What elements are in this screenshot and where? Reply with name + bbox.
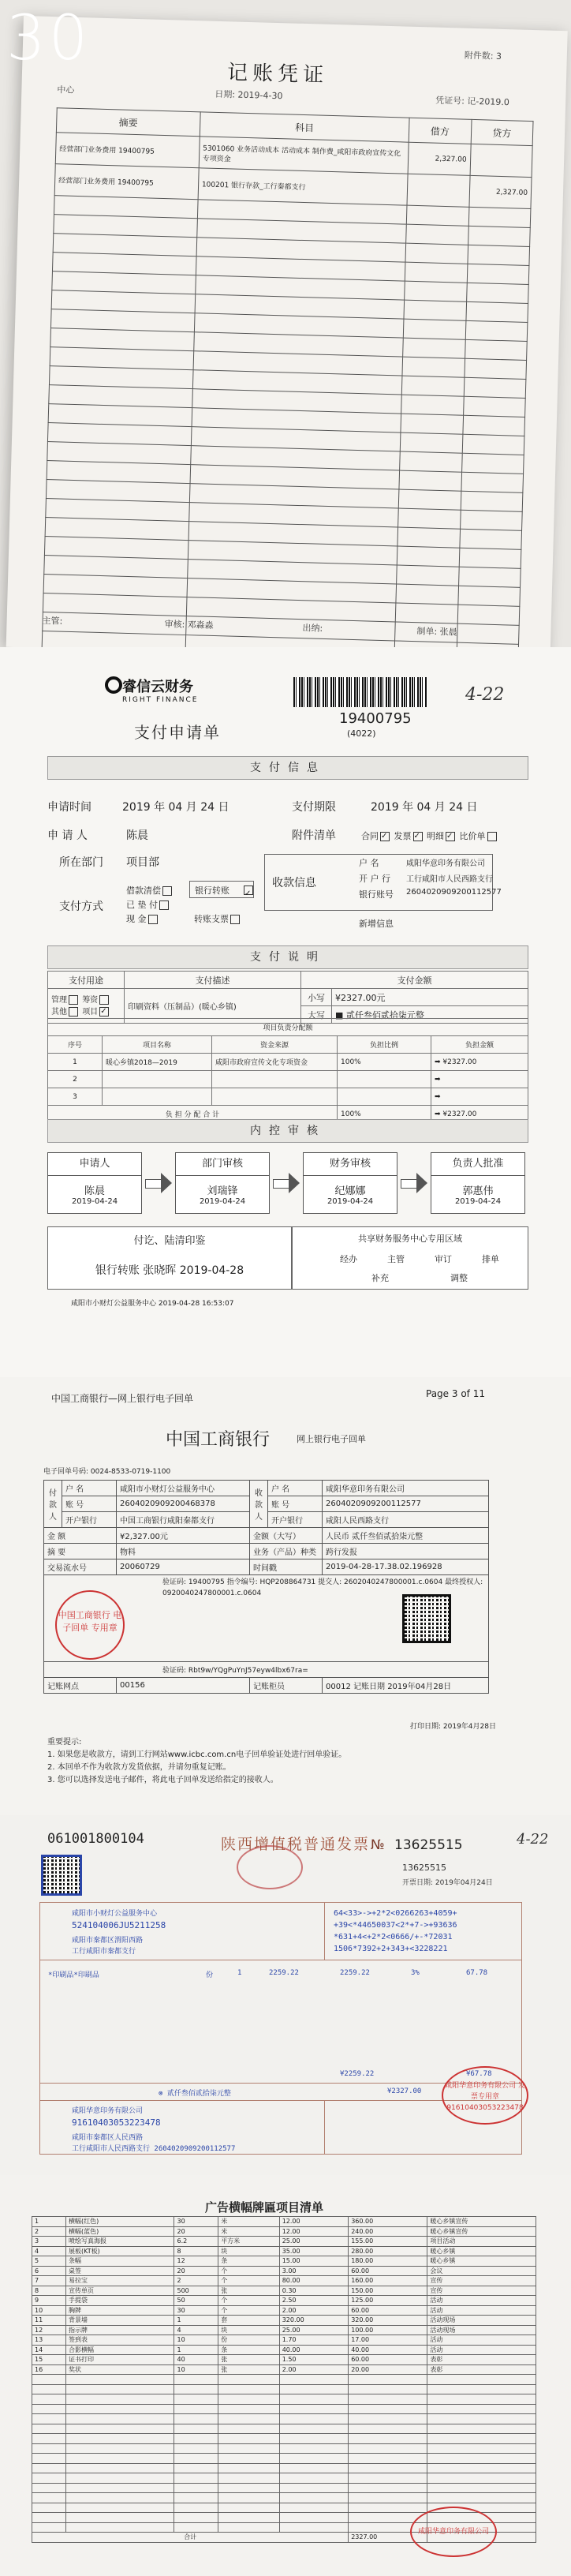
invoice-number: 13625515	[394, 1837, 463, 1853]
payer-bank: 中国工商银行咸阳秦都支行	[117, 1512, 250, 1528]
desc-label: 支付描述	[125, 972, 301, 989]
bank-notes: 重要提示: 1. 如果您是收款方，请到工行网站www.icbc.com.cn电子回单验证处进行回单验证。 2. 本回单不作为收款方发货依据，并请勿重复记账。 3. 您可以选择发送电子邮件，将此电子回单发送给指定的接收人。	[47, 1738, 347, 1784]
alloc-row: 2 ➡	[48, 1071, 528, 1088]
attach-items: 合同✓ 发票✓ 明细✓ 比价单	[361, 829, 498, 842]
row2-debit	[407, 174, 470, 207]
invoice-stamp: 咸阳华意印务有限公司 发票专用章 91610403053223478	[442, 2066, 528, 2125]
checkbox-cash[interactable]	[148, 915, 158, 924]
shared-item: 审订	[435, 1254, 452, 1264]
arrow-right-icon	[401, 1173, 427, 1193]
voucher-number: 凭证号: 记-2019.0	[435, 95, 510, 108]
voucher-page	[0, 0, 571, 647]
cipher-area: 64<33>->+2*2<0266263+4059+ +39<*44650037<2*+7->+93636 *631+4<+2*2<0666/+-*72031 1506*7392+2+343+<3228221	[334, 1909, 457, 1953]
shared-item: 经办	[340, 1254, 357, 1264]
method-label: 支付方式	[59, 900, 103, 913]
bank-receipt-page	[0, 1377, 571, 1815]
payment-paper	[0, 647, 571, 1377]
bank-header-left: 中国工商银行—网上银行电子回单	[51, 1393, 194, 1404]
payer-name: 咸阳市小财灯公益服务中心	[117, 1481, 250, 1496]
invoice-title: 陕西增值税普通发票	[221, 1836, 371, 1853]
checkbox-finance[interactable]	[99, 995, 109, 1005]
bank-table: 付款人 户 名 咸阳市小财灯公益服务中心 收款人 户 名 咸阳华意印务有限公司 账 号 2604020909200468378 账 号 2604020909200112577 开户银行 中国工商银行咸阳秦都支行 开户银行 咸阳人民西路支行 金 额 ¥2,327.00元 金额（大写） 人民币 贰仟叁佰贰拾柒元整 摘 要 物料 业务（产品）种类 跨行发报 交易流水号 20060729 时间戳 2019-04-28-17.38.02.196928 验证码: 19400795 指令编号: HQP208864731 提交人: 2602040247800001.c.0604 最终授权人: 0920040247800001.c.0604 验证码: Rbt9w/YQgPuYnJ57eyw4lbx67ra= 记账网点 00156 记账柜员 00012 记账日期 2019年04月28日	[43, 1480, 489, 1694]
seller-tax-id: 91610403053223478	[72, 2117, 161, 2128]
small-amount: ¥2327.00元	[332, 989, 528, 1006]
voucher-supervisor: 主管:	[42, 615, 63, 627]
row2-account: 100201 银行存款_工行秦都支行	[198, 168, 408, 205]
method-options-left: 借款清偿 已 垫 付 现 金	[126, 884, 174, 927]
bank-title: 中国工商银行	[166, 1430, 271, 1450]
list-empty-row	[32, 2375, 536, 2385]
invoice-qr-icon	[41, 1855, 82, 1896]
checkbox-cheque[interactable]	[230, 915, 240, 924]
alloc-amt-1: ➡ ¥2327.00	[431, 1054, 528, 1071]
checkbox-advance[interactable]	[159, 900, 169, 910]
buyer-bank: 工行咸阳市秦都支行	[72, 1948, 136, 1956]
paid-box	[47, 1226, 292, 1290]
arrow-icon: ➡	[431, 1071, 528, 1088]
list-empty-row	[32, 2424, 536, 2434]
row1-debit: 2,327.00	[408, 142, 471, 175]
logo-cn: 睿信云财务	[122, 679, 193, 695]
cheque-option: 转账支票	[194, 912, 241, 925]
alloc-col-src: 资金来源	[212, 1036, 338, 1054]
col-debit: 借方	[409, 118, 471, 144]
barcode-sub: (4022)	[347, 728, 376, 739]
bank-header-right: Page 3 of 11	[426, 1388, 485, 1399]
list-empty-row	[32, 2463, 536, 2473]
handwritten-note: 4-22	[465, 685, 505, 705]
item-name: *印刷品*印刷品	[48, 1971, 99, 1979]
desc-value: 印刷资料（压制品）(暖心乡镇)	[125, 989, 301, 1024]
checkbox-other[interactable]	[69, 1007, 78, 1017]
checkbox-loan[interactable]	[162, 886, 172, 896]
pay-date: 2019 年 04 月 24 日	[371, 801, 478, 814]
overlay-number: 30	[6, 3, 91, 74]
payee-label-bank: 收款人	[250, 1481, 268, 1528]
checkbox-invoice[interactable]	[413, 832, 423, 841]
list-empty-row	[32, 2483, 536, 2493]
bank-print-time: 打印日期: 2019年4月28日	[410, 1723, 496, 1731]
payee-name-bank: 咸阳华意印务有限公司	[323, 1481, 489, 1496]
list-empty-row	[32, 2404, 536, 2414]
buyer-name: 咸阳市小财灯公益服务中心	[72, 1910, 158, 1918]
checkbox-compare[interactable]	[487, 832, 497, 841]
print-info: 咸阳市小财灯公益服务中心 2019-04-28 16:53:07	[71, 1300, 234, 1308]
bank-amount-big: 人民币 贰仟叁佰贰拾柒元整	[323, 1528, 489, 1544]
shared-item: 补充	[371, 1273, 389, 1283]
voucher-maker: 制单: 张晨	[416, 626, 457, 638]
alloc-col-name: 项目名称	[103, 1036, 212, 1054]
apply-time: 2019 年 04 月 24 日	[122, 801, 230, 814]
list-row: 14 合影横幅 1 条 40.00 40.00 活动	[32, 2345, 536, 2355]
row2-credit: 2,327.00	[468, 175, 532, 208]
bank-extra: 验证码: 19400795 指令编号: HQP208864731 提交人: 2602040247800001.c.0604 最终授权人: 0920040247800001.c.0604	[44, 1575, 489, 1662]
payee-name-label: 户 名	[359, 858, 379, 868]
alloc-col-amt: 负担金额	[431, 1036, 528, 1054]
invoice-paper	[0, 1815, 571, 2175]
checkbox-contract[interactable]	[380, 832, 390, 841]
list-empty-row	[32, 2473, 536, 2484]
list-title: 广告横幅牌匾项目清单	[205, 2200, 324, 2215]
row1-summary: 经营部门业务费用 19400795	[55, 133, 200, 168]
shared-item: 排单	[482, 1254, 499, 1264]
bank-stamp: 中国工商银行 电子回单 专用章	[55, 1590, 125, 1660]
checkbox-manage[interactable]	[69, 995, 78, 1005]
voucher-cashier: 出纳:	[302, 623, 323, 634]
item-tax: 67.78	[466, 1969, 488, 1977]
usage-options: 管理 筹资 其他 项目✓	[48, 989, 125, 1024]
payer-account: 2604020909200468378	[117, 1496, 250, 1512]
row2-summary: 经营部门业务费用 19400795	[54, 164, 199, 200]
bank-time: 2019-04-28-17.38.02.196928	[323, 1559, 489, 1575]
list-empty-row	[32, 2384, 536, 2394]
seller-bank: 工行咸阳市人民西路支行 2604020909200112577	[72, 2145, 236, 2153]
payee-bank-label: 开 户 行	[359, 874, 390, 884]
list-row: 9 手提袋 50 个 2.50 125.00 活动	[32, 2296, 536, 2306]
list-row: 16 奖状 10 张 2.00 20.00 表彰	[32, 2364, 536, 2375]
checkbox-project[interactable]	[99, 1007, 109, 1017]
checkbox-bank-transfer[interactable]	[244, 886, 253, 895]
usage-label: 支付用途	[48, 972, 125, 989]
flow-step-4: 负责人批准 郭惠伟 2019-04-24	[431, 1152, 525, 1214]
pay-date-label: 支付期限	[292, 801, 336, 814]
payee-name: 咸阳华意印务有限公司	[406, 859, 485, 868]
list-row: 5 条幅 12 条 15.00 180.00 暖心乡镇	[32, 2256, 536, 2267]
section-pay-desc: 支付说明	[47, 945, 528, 969]
row1-account: 5301060 业务活动成本 活动成本 制作费_咸阳市政府宣传文化专项资金	[199, 137, 409, 174]
item-amount: 2259.22	[340, 1969, 370, 1977]
invoice-code: 061001800104	[47, 1831, 144, 1847]
list-row: 4 展板(KT板) 8 块 35.00 280.00 暖心乡镇	[32, 2246, 536, 2256]
logo	[122, 676, 198, 704]
list-empty-row	[32, 2414, 536, 2424]
list-empty-row	[32, 2394, 536, 2405]
list-paper	[0, 2175, 571, 2576]
bank-summary: 物料	[117, 1544, 250, 1559]
bank-verify: 验证码: Rbt9w/YQgPuYnJ57eyw4lbx67ra=	[44, 1662, 489, 1678]
voucher-date: 日期: 2019-4-30	[215, 88, 283, 102]
col-account: 科目	[200, 112, 409, 142]
list-row: 6 桌签 20 个 3.00 60.00 会议	[32, 2266, 536, 2276]
list-row: 3 喷绘写真海报 6.2 平方米 25.00 155.00 项目活动	[32, 2237, 536, 2247]
total-amount: ¥2259.22	[340, 2070, 375, 2078]
payer-label: 付款人	[44, 1481, 62, 1528]
arrow-right-icon	[273, 1173, 300, 1193]
payee-bank: 工行咸阳市人民西路支行	[406, 875, 493, 884]
alloc-title: 项目负责分配额	[48, 1019, 528, 1036]
section-review: 内控审核	[47, 1119, 528, 1143]
list-row: 11 背景墙 1 套 320.00 320.00 活动现场	[32, 2316, 536, 2326]
seller-address: 咸阳市秦都区人民西路	[72, 2134, 144, 2142]
list-empty-row	[32, 2443, 536, 2454]
seller-name: 咸阳华意印务有限公司	[72, 2107, 144, 2115]
payee-account-bank: 2604020909200112577	[323, 1496, 489, 1512]
list-row: 7 易拉宝 2 个 80.00 160.00 宣传	[32, 2276, 536, 2286]
applicant-name: 陈晨	[126, 829, 148, 842]
item-price: 2259.22	[269, 1969, 299, 1977]
list-total-label: 合计	[32, 2533, 349, 2543]
dept-label: 所在部门	[59, 856, 103, 869]
attach-label: 附件清单	[292, 829, 336, 842]
bank-teller-date: 00012 记账日期 2019年04月28日	[323, 1678, 489, 1694]
shared-label: 共享财务服务中心专用区域	[358, 1234, 462, 1244]
total-tax: ¥67.78	[466, 2070, 492, 2078]
list-row: 10 胸牌 30 个 2.00 60.00 活动	[32, 2305, 536, 2316]
bank-transfer-option[interactable]: 银行转账 ✓	[189, 881, 254, 898]
handwritten-note-2: 4-22	[517, 1831, 549, 1848]
small-label: 小写	[301, 989, 332, 1006]
list-row: 8 宣传单页 500 张 0.30 150.00 宣传	[32, 2286, 536, 2296]
applicant-label: 申 请 人	[47, 829, 88, 842]
amount-label: 支付金额	[301, 972, 528, 989]
arrow-icon: ➡	[431, 1088, 528, 1106]
bank-subtitle: 网上银行电子回单	[297, 1434, 366, 1444]
voucher-title: 记账凭证	[226, 61, 329, 88]
paid-note: 银行转账 张晓晖 2019-04-28	[95, 1264, 244, 1277]
voucher-attach: 附件数: 3	[464, 50, 502, 62]
list-table	[32, 2216, 536, 2543]
shared-item: 调整	[450, 1273, 468, 1283]
list-empty-row	[32, 2493, 536, 2503]
invoice-no-prefix: №	[371, 1837, 385, 1853]
bank-type: 跨行发报	[323, 1544, 489, 1559]
qr-code-icon	[402, 1594, 451, 1643]
logo-en: RIGHT FINANCE	[122, 696, 199, 704]
item-qty: 1	[237, 1969, 242, 1977]
list-row: 1 横幅(红色) 30 米 12.00 360.00 暖心乡镇宣传	[32, 2217, 536, 2227]
checkbox-detail[interactable]	[446, 832, 455, 841]
payee-acct-label: 银行账号	[359, 889, 394, 900]
list-row: 15 证书打印 40 张 1.50 60.00 表彰	[32, 2355, 536, 2365]
bank-amount: ¥2,327.00元	[117, 1528, 250, 1544]
row1-credit	[470, 144, 533, 177]
payment-title: 支付申请单	[134, 723, 221, 742]
alloc-col-ratio: 负担比例	[338, 1036, 431, 1054]
barcode-icon	[293, 677, 427, 707]
flow-step-1: 申请人 陈晨 2019-04-24	[47, 1152, 142, 1214]
invoice-number-2: 13625515	[402, 1863, 446, 1873]
apply-time-label: 申请时间	[47, 801, 91, 814]
list-total: 2327.00	[349, 2533, 427, 2543]
buyer-tax-id: 524104006JU5211258	[72, 1920, 166, 1930]
list-empty-row	[32, 2434, 536, 2444]
invoice-frame	[39, 1902, 522, 2155]
big-amount: ■ 贰仟叁佰贰拾柒元整	[332, 1006, 528, 1024]
section-pay-info: 支付信息	[47, 756, 528, 780]
payee-bank-bank: 咸阳人民西路支行	[323, 1512, 489, 1528]
bank-seq: 20060729	[117, 1559, 250, 1575]
logo-icon	[105, 676, 122, 694]
buyer-address: 咸阳市秦都区渭阳西路	[72, 1937, 144, 1945]
payee-label: 收款信息	[272, 877, 316, 889]
payee-acct: 2604020909200112577	[406, 888, 502, 897]
shared-box	[292, 1226, 528, 1290]
alloc-total-row: 负 担 分 配 合 计 100% ➡ ¥2327.00	[48, 1106, 528, 1123]
list-row: 13 签到表 10 份 1.70 17.00 活动	[32, 2335, 536, 2346]
voucher-center: 中心	[57, 84, 75, 95]
payment-page	[0, 647, 571, 1377]
receipt-number: 电子回单号码: 0024-8533-0719-1100	[43, 1468, 171, 1476]
alloc-col-no: 序号	[48, 1036, 103, 1054]
list-page	[0, 2175, 571, 2576]
invoice-date: 开票日期: 2019年04月24日	[402, 1879, 493, 1887]
small-total: ¥2327.00	[387, 2087, 422, 2095]
list-row: 12 指示牌 4 块 25.00 100.00 活动现场	[32, 2325, 536, 2335]
voucher-paper	[6, 16, 568, 662]
flow-step-3: 财务审核 纪娜娜 2019-04-24	[303, 1152, 397, 1214]
paid-label: 付讫、陆清印鉴	[133, 1235, 206, 1247]
alloc-table	[47, 1018, 528, 1123]
col-credit: 贷方	[471, 119, 533, 145]
big-total: ⊗ 贰仟叁佰贰拾柒元整	[159, 2090, 231, 2098]
new-info-label: 新增信息	[359, 919, 394, 929]
big-label: 大写	[301, 1006, 332, 1024]
pay-desc-table	[47, 971, 528, 1024]
item-rate: 3%	[411, 1969, 420, 1977]
list-stamp: 咸阳华意印务有限公司	[410, 2507, 497, 2557]
alloc-row: 3 ➡	[48, 1088, 528, 1106]
flow-step-2: 部门审核 刘瑞锋 2019-04-24	[175, 1152, 270, 1214]
invoice-page	[0, 1815, 571, 2175]
item-unit: 份	[206, 1971, 214, 1979]
list-empty-row	[32, 2454, 536, 2464]
barcode-number: 19400795	[339, 710, 412, 727]
voucher-reviewer: 审核: 邓淼淼	[164, 619, 214, 631]
col-summary: 摘要	[56, 108, 200, 137]
dept-value: 项目部	[126, 856, 159, 869]
arrow-right-icon	[145, 1173, 172, 1193]
bank-paper	[0, 1377, 571, 1815]
alloc-row: 1 暖心乡镇2018—2019 咸阳市政府宣传文化专项资金 100% ➡ ¥2327.00	[48, 1054, 528, 1071]
list-row: 2 横幅(蓝色) 20 米 12.00 240.00 暖心乡镇宣传	[32, 2226, 536, 2237]
shared-item: 主管	[387, 1254, 405, 1264]
voucher-table	[40, 107, 534, 721]
